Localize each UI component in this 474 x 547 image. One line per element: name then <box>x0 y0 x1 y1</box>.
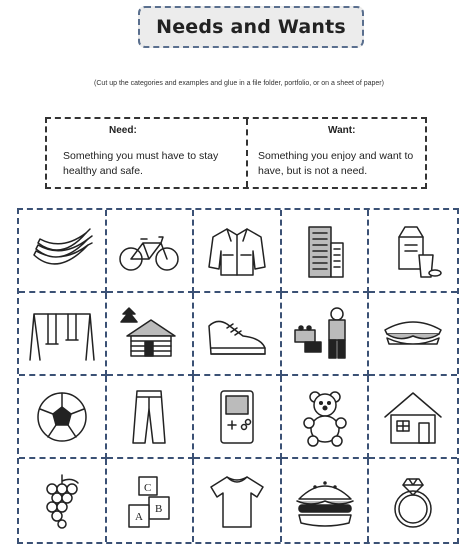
tile-teddy-bear[interactable] <box>282 376 370 459</box>
soccer-ball-icon <box>28 387 96 447</box>
tile-soccer-ball[interactable] <box>19 376 107 459</box>
grapes-icon <box>28 471 96 531</box>
block-letter-a: A <box>135 510 144 523</box>
need-definition <box>47 119 248 187</box>
hamburger-icon <box>291 471 359 531</box>
tile-ring[interactable] <box>369 459 457 542</box>
milk-icon <box>379 221 447 281</box>
swing-set-icon <box>28 304 96 364</box>
tile-t-shirt[interactable] <box>194 459 282 542</box>
tile-bicycle[interactable] <box>107 210 195 293</box>
picture-grid <box>17 208 459 544</box>
need-text: Something you must have to stay healthy and safe. <box>63 150 219 177</box>
title-box <box>138 6 364 48</box>
tile-pants[interactable] <box>107 376 195 459</box>
tile-milk[interactable] <box>369 210 457 293</box>
tile-building[interactable] <box>282 210 370 293</box>
need-heading: Need: <box>109 125 137 136</box>
t-shirt-icon <box>203 471 271 531</box>
jacket-icon <box>203 221 271 281</box>
bicycle-icon <box>115 221 183 281</box>
tile-grapes[interactable] <box>19 459 107 542</box>
bananas-icon <box>28 221 96 281</box>
definitions-box <box>45 117 427 189</box>
tile-hamburger[interactable] <box>282 459 370 542</box>
want-text: Something you enjoy and want to have, but is not a need. <box>258 150 414 177</box>
tile-abc-blocks[interactable] <box>107 459 195 542</box>
block-letter-b: B <box>155 502 163 515</box>
sneaker-icon <box>203 304 271 364</box>
tile-jacket[interactable] <box>194 210 282 293</box>
tile-sneaker[interactable] <box>194 293 282 376</box>
page-title: Needs and Wants <box>156 16 346 38</box>
want-definition <box>248 119 425 187</box>
tile-game-console[interactable] <box>194 376 282 459</box>
tile-swing-set[interactable] <box>19 293 107 376</box>
tile-building-blocks[interactable] <box>282 293 370 376</box>
ring-icon <box>379 471 447 531</box>
tile-bananas[interactable] <box>19 210 107 293</box>
pants-icon <box>115 387 183 447</box>
house-icon <box>379 387 447 447</box>
block-letter-c: C <box>144 481 152 494</box>
tile-house[interactable] <box>369 376 457 459</box>
teddy-bear-icon <box>291 387 359 447</box>
abc-blocks-icon <box>115 471 183 531</box>
tile-sandwich[interactable] <box>369 293 457 376</box>
building-blocks-icon <box>291 304 359 364</box>
instructions: (Cut up the categories and examples and glue in a file folder, portfolio, or on a sheet of paper) <box>94 80 384 87</box>
game-console-icon <box>203 387 271 447</box>
log-cabin-icon <box>115 304 183 364</box>
tile-log-cabin[interactable] <box>107 293 195 376</box>
want-heading: Want: <box>328 125 356 136</box>
sandwich-icon <box>379 304 447 364</box>
building-icon <box>291 221 359 281</box>
